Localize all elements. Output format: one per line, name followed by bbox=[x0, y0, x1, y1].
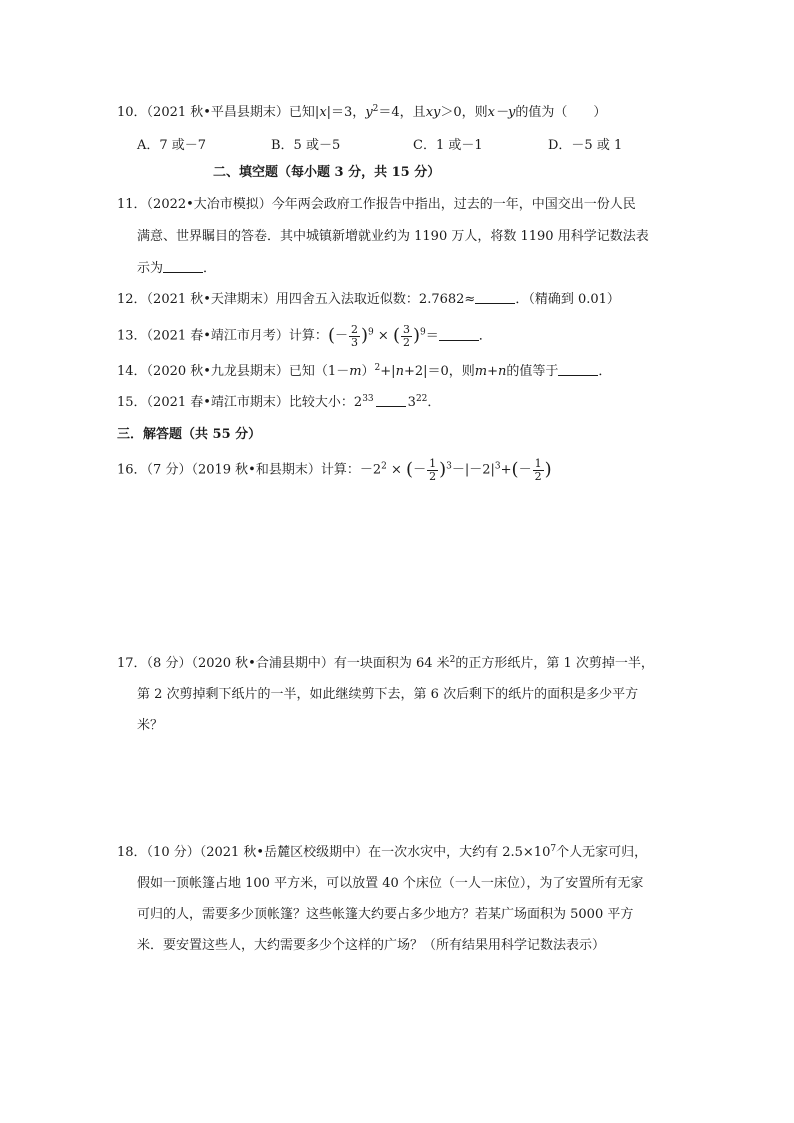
q11-line-2: 满意、世界瞩目的答卷．其中城镇新增就业约为 1190 万人，将数 1190 用科学记数法表 bbox=[137, 229, 649, 244]
q12-answer-blank[interactable] bbox=[475, 291, 515, 304]
q10-option-a: A．7 或－7 bbox=[137, 138, 207, 153]
q10-lead: 10．（2021 秋•平昌县期末）已知| bbox=[117, 105, 320, 120]
q10-option-b: B．5 或－5 bbox=[271, 138, 341, 153]
q10-var-xy: xy bbox=[425, 105, 441, 120]
q13-fraction-2: $\frac{3}{2}$ bbox=[402, 322, 410, 349]
section-2-heading: 二、填空题（每小题 3 分，共 15 分） bbox=[213, 165, 441, 180]
question-15 bbox=[117, 394, 440, 412]
q11-line-3-text: 示为 bbox=[137, 261, 164, 276]
q16-abs: －|－2| bbox=[451, 462, 495, 478]
q10-option-d: D．－5 或 1 bbox=[548, 138, 623, 153]
q10-option-c: C．1 或－1 bbox=[413, 138, 483, 153]
q17-line-1 bbox=[117, 655, 654, 673]
q11-line-3-end: ． bbox=[203, 261, 217, 276]
q17-line-1b: 的正方形纸片，第 1 次剪掉一半， bbox=[455, 656, 654, 671]
q17-line-1a: 17．（8 分）（2020 秋•合浦县期中）有一块面积为 64 米 bbox=[117, 656, 450, 671]
q10-var-xmy: x－y bbox=[487, 105, 516, 120]
q18-line-1a: 18．（10 分）（2021 秋•岳麓区校级期中）在一次水灾中，大约有 2.5×10 bbox=[117, 845, 551, 860]
q10-var-y: y bbox=[365, 105, 373, 120]
q16-exp-cube-2: 3 bbox=[494, 461, 501, 472]
q13-exp-1: 9 bbox=[368, 327, 374, 338]
q13-lead: 13．（2021 春•靖江市月考）计算： bbox=[117, 328, 328, 344]
q14-exp: 2 bbox=[374, 363, 381, 373]
q16-lead: 16．（7 分）（2019 秋•和县期末）计算： bbox=[117, 462, 360, 478]
q15-base-2: 3 bbox=[407, 395, 416, 410]
q10-eq3: |＝3， bbox=[326, 105, 366, 120]
q14-var-m: m bbox=[349, 364, 362, 379]
q13-times: × bbox=[377, 328, 389, 344]
q18-line-1b: 个人无家可归， bbox=[556, 845, 648, 860]
q16-fraction-2: $\frac{1}{2}$ bbox=[534, 456, 542, 483]
question-10 bbox=[117, 104, 606, 122]
q16-fraction-1: $\frac{1}{2}$ bbox=[429, 456, 437, 483]
q12-text: 12．（2021 秋•天津期末）用四舍五入法取近似数：2.7682≈ bbox=[117, 292, 476, 307]
q14-end: ． bbox=[598, 364, 612, 379]
q18-line-2: 假如一顶帐篷占地 100 平方米，可以放置 40 个床位（一人一床位），为了安置所有无家 bbox=[137, 876, 644, 891]
q15-exp-2: 22 bbox=[415, 394, 428, 404]
q14-plus: +| bbox=[380, 364, 396, 379]
q16-expr-1: －2 bbox=[359, 462, 382, 478]
q13-fraction-1: $\frac{2}{3}$ bbox=[350, 322, 358, 349]
q13-tail: ． bbox=[478, 328, 492, 344]
q11-line-1: 11．（2022•大冶市模拟）今年两会政府工作报告中指出，过去的一年，中国交出一份人民 bbox=[117, 197, 636, 212]
question-12 bbox=[117, 291, 620, 309]
q17-line-3: 米？ bbox=[137, 718, 164, 733]
q13-eq: ＝ bbox=[425, 328, 439, 344]
q15-end: ． bbox=[427, 395, 441, 410]
q10-var-x: x bbox=[319, 105, 327, 120]
q17-exp: 2 bbox=[449, 655, 456, 665]
q13-answer-blank[interactable] bbox=[439, 328, 479, 341]
q16-plus: + bbox=[500, 462, 512, 478]
q10-tail: 的值为（ ） bbox=[515, 105, 607, 120]
question-13: 13．（2021 春•靖江市月考）计算：(－ $\frac{2}{3}$ )$^9$ × ( $\frac{3}{2}$ )$^9$＝ ． bbox=[117, 322, 492, 349]
q16-times: × bbox=[391, 462, 402, 478]
q15-lead: 15．（2021 春•靖江市期末）比较大小：2 bbox=[117, 395, 363, 410]
q14-tail: 的值等于 bbox=[506, 364, 559, 379]
q14-var-mn: m+n bbox=[474, 364, 507, 379]
q14-answer-blank[interactable] bbox=[558, 363, 598, 376]
q16-exp-sq: 2 bbox=[381, 461, 387, 472]
q16-exp-cube: 3 bbox=[446, 461, 452, 472]
q15-exp-1: 33 bbox=[362, 394, 374, 404]
q14-close: ） bbox=[361, 364, 375, 379]
q14-var-n: n bbox=[395, 364, 404, 379]
q18-line-1 bbox=[117, 844, 647, 862]
q18-line-4: 米．要安置这些人，大约需要多少个这样的广场？（所有结果用科学记数法表示） bbox=[137, 938, 606, 953]
question-14 bbox=[117, 363, 611, 381]
q15-answer-blank[interactable] bbox=[376, 394, 406, 407]
q14-lead: 14．（2020 秋•九龙县期末）已知（1－ bbox=[117, 364, 350, 379]
q18-exp: 7 bbox=[550, 844, 557, 854]
q10-eq4: ＝4，且 bbox=[378, 105, 426, 120]
section-3-heading: 三．解答题（共 55 分） bbox=[117, 427, 262, 442]
q14-rest: +2|＝0，则 bbox=[403, 364, 475, 379]
question-16: 16．（7 分）（2019 秋•和县期末）计算：$-2^2$ × (－ $\frac{1}{2}$ )$^3-|-2|^3+(-$ $\frac{1}{2}$ ) bbox=[117, 456, 552, 483]
q17-line-2: 第 2 次剪掉剩下纸片的一半，如此继续剪下去，第 6 次后剩下的纸片的面积是多少平方 bbox=[137, 687, 639, 702]
q10-gt: ＞0，则 bbox=[440, 105, 488, 120]
q11-answer-blank[interactable] bbox=[163, 260, 203, 273]
q12-tail: ．（精确到 0.01） bbox=[515, 292, 620, 307]
q18-line-3: 可归的人，需要多少顶帐篷？这些帐篷大约要占多少地方？若某广场面积为 5000 平方 bbox=[137, 907, 634, 922]
q13-exp-2: 9 bbox=[420, 327, 426, 338]
q11-line-3 bbox=[137, 260, 216, 278]
q10-exp: 2 bbox=[372, 104, 379, 114]
